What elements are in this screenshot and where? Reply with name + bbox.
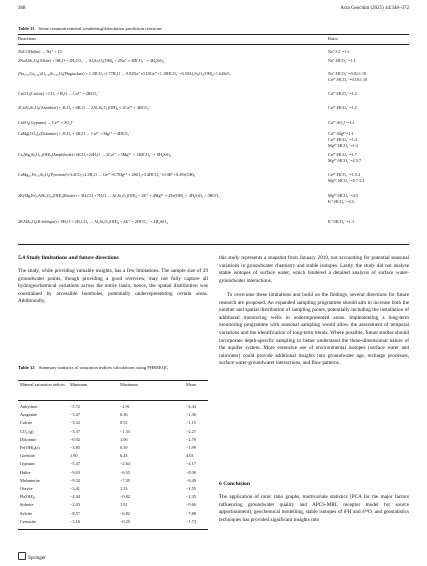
table12-row — [18, 453, 208, 461]
table11-reaction: CaCO₃(Calcite) + CO₂ + H₂O → Ca²⁺ + 2HCO₃⁻ — [18, 91, 100, 96]
publisher-footer — [18, 552, 46, 561]
table12-row — [18, 420, 208, 428]
table12-mean: −0.66 — [186, 502, 196, 508]
section-paragraph-left: The study, while providing valuable insights, has a few limitations. The sample size of 29 groundwater points, though providing a good overview, may not fully capture all hydrogeochemical variations across the entire basin; hence, the spatial distribution was constrained by accessible boreholes, potentially underrepresenting certain areas. Additionally, — [18, 268, 208, 305]
table11-reaction: Ca₂Mg₅Si₈O₂₂(OH)₂(Amphibole)+14CO₂+22H₂O → 2Ca²⁺ + 5Mg²⁺ + 14HCO₃⁻ + 8H₄SiO₄ — [18, 152, 172, 157]
table12-mean: −8.00 — [186, 469, 196, 475]
table12-mineral: Pb(OH)₂ — [20, 494, 36, 500]
table12-mineral: Gypsum — [20, 461, 35, 467]
table12-top-rule — [18, 380, 208, 381]
page-number: 368 — [18, 6, 26, 11]
table11-col-ratio: Ratio — [328, 36, 338, 41]
springer-logo-icon — [18, 552, 26, 560]
table12-row — [18, 486, 208, 494]
table12-mineral: Siderite — [20, 502, 34, 508]
table12-min: −6.92 — [70, 436, 80, 442]
table12-header — [18, 382, 208, 400]
table12-max: 0.36 — [120, 412, 128, 418]
table12-max: −2.91 — [120, 404, 130, 409]
table12-mineral: Fe(OH)₃(a) — [20, 445, 40, 450]
table12-max: −0.82 — [120, 494, 130, 500]
table11-reaction: (Na₀.₆₂Ca₀.₃₈)Al₁.₃₈Si₂.₆₂O₈(Plagioclase) + 1.18CO₂+1.77H₂O → 0.82Na⁺+0.18Ca²⁺+1.18HCO₃⁻+0.59Al₂Si₂O₅(OH)₄+1.64SiO₂ — [18, 71, 231, 76]
table12-min: 1.90 — [70, 453, 78, 459]
conclusion-paragraph: The application of ionic ratio graphs, multivariate statistics (PCA for the major factors influencing groundwater quality and APCS-MRL receptor model for source apportionment), geochemical modelling, stable isotopes of δ²H and δ¹⁸O, and geostatistics techniques has provided significant insights into — [219, 494, 409, 523]
table12-mean: −1.55 — [186, 486, 196, 491]
table12-caption — [18, 365, 208, 371]
table12-min: −9.03 — [70, 469, 80, 475]
table12-mean: −4.44 — [186, 404, 196, 409]
table12-max: −6.55 — [120, 469, 130, 475]
table12-col-mineral: Mineral saturation indices — [20, 382, 65, 387]
table12-head-rule — [18, 400, 208, 401]
table12-max: 0.51 — [120, 420, 128, 426]
table12-mean: −1.15 — [186, 420, 196, 426]
table12-max: 1.06 — [120, 436, 128, 442]
table12-row — [18, 519, 208, 527]
table12-max: −6.82 — [120, 510, 130, 516]
table12-col-min: Minimum — [70, 382, 88, 387]
table12-row — [18, 461, 208, 469]
table12-mean: −8.49 — [186, 477, 196, 483]
table11-reaction: CaMg₀.₇Fe₀.₃Si₂O₆(Pyroxene)+3.4CO₂+2.3H₂O → Ca²⁺+0.7Mg²⁺ + 2SiO₂+3.4HCO₃⁻+0.3H⁺+0.3Fe(OH)₃ — [18, 172, 196, 177]
table12-mineral: Sylvite — [20, 510, 33, 516]
table12-col-max: Maximum — [120, 382, 138, 387]
table11-ratio: Mg²⁺:HCO₃⁻=4:5 K⁺:HCO₃⁻=2:5 — [328, 193, 358, 204]
table11-caption — [18, 26, 162, 31]
table11-label: Table 11 — [18, 26, 35, 31]
table12-row — [18, 437, 208, 445]
table11-ratio: Ca²⁺:SO₄²⁻=1:1 — [328, 120, 355, 125]
table11-ratio: Na⁺:HCO₃⁻=0.82:1.18 Ca²⁺:HCO₃⁻=0.18:1.18 — [328, 71, 368, 82]
table12-row — [18, 404, 208, 412]
table12-max: 0.39 — [120, 445, 128, 450]
table12-mean: −2.78 — [186, 436, 196, 442]
table11-caption-text: Some common mineral weathering/dissolution prediction reactions — [38, 26, 162, 31]
table11-reaction: 2NaAlSi₃O₈(Albite) + 9H₂O + 2H₂CO₃ → Al₂Si₂O₅(OH)₄ + 2Na⁺ + 2HCO₃⁻ + 4H₄SiO₄ — [18, 58, 165, 63]
table12-row — [18, 494, 208, 502]
table12-bottom-rule — [18, 529, 208, 530]
table12-min: −3.32 — [70, 420, 80, 426]
table12-mineral: Cerussite — [20, 518, 36, 524]
table12-mean: −4.17 — [186, 461, 196, 467]
table12-max: −2.64 — [120, 461, 130, 467]
table12-mineral: Halite — [20, 469, 31, 475]
table11-reaction: 2K(Mg,Fe)₃AlSi₃O₁₀(OH)₂(Biotite) + 3H₂CO₃+7H₂O → Al₂Si₂O₅(OH)₄ + 2K⁺ + 4Mg²⁺ + 2Fe(OH)₃ + 4H₄SiO₄ + 5HCO₃⁻ — [18, 193, 222, 198]
table12-caption-text: Summary statistics of saturation indices calculations using PHREEQC — [38, 365, 169, 370]
table11-top-rule — [18, 34, 409, 35]
table12-min: −2.03 — [70, 502, 80, 508]
table12-min: −3.85 — [70, 445, 80, 450]
table11-head-rule — [18, 44, 409, 45]
table12-mineral: Anhydrite — [20, 404, 38, 409]
table12-mean: −7.88 — [186, 510, 196, 516]
table12-mineral: Calcite — [20, 420, 33, 426]
table11-col-reactions: Reactions — [18, 36, 37, 41]
right-paragraph-1: this study represents a snapshot from January 2019, not accounting for potential seasonal variations in groundwater chemistry and stable isotopes. Lastly, the study did not analyse stable isotopes of surface water, which hindered a detailed analysis of surface water-groundwater interactions. — [219, 255, 409, 284]
table12-min: −5.72 — [70, 404, 80, 409]
table12-mineral: Goethite — [20, 453, 35, 459]
table11-ratio: Ca²⁺:HCO₃⁻=1:2 — [328, 91, 357, 96]
table12-mean: −1.30 — [186, 412, 196, 418]
table12-max: 6.43 — [120, 453, 128, 459]
table12-mean: −2.45 — [186, 494, 196, 500]
table12-mean: −2.27 — [186, 428, 196, 434]
table11-ratio: K⁺:HCO₃⁻=1:1 — [328, 219, 355, 224]
table12-min: −3.41 — [70, 486, 80, 491]
table11-ratio: Na⁺:HCO₃⁻=1:1 — [328, 58, 356, 63]
section-heading-6: 6 Conclusion — [219, 481, 250, 487]
table12-col-mean: Mean — [186, 382, 196, 387]
table11-ratio: Ca²⁺:Mg²⁺=1:1 Ca²⁺:HCO₃⁻=1:4 Mg²⁺:HCO₃⁻=1:4 — [328, 131, 358, 148]
table12-mean: 4.03 — [186, 453, 194, 459]
table12-row — [18, 445, 208, 453]
table12-mineral: Dolomite — [20, 436, 37, 442]
table11-bottom-rule — [18, 244, 409, 245]
table12-min: −3.16 — [70, 518, 80, 524]
table12-max: −0.25 — [120, 518, 130, 524]
publisher-name: Springer — [28, 555, 46, 561]
section-heading-5-4: 5.4 Study limitations and future directions — [18, 255, 119, 261]
table12-mean: −1.73 — [186, 518, 196, 524]
table11-ratio: Ca²⁺:HCO₃⁻=1:2 — [328, 105, 357, 110]
table12-row — [18, 470, 208, 478]
table12-min: −4.44 — [70, 494, 80, 500]
table12-label: Table 12 — [18, 365, 35, 370]
table12-max: −1.33 — [120, 428, 130, 434]
table11-ratio: Na⁺:Cl⁻=1:1 — [328, 49, 350, 54]
table12-max: 1.23 — [120, 486, 128, 491]
table12-row — [18, 412, 208, 420]
table11-reaction: 2CaAl₂Si₂O₈(Anorthite) + 4CO₂ + 6H₂O → 2Al₂Si₂O₅(OH)₄ + 2Ca²⁺ + 4HCO₃⁻ — [18, 105, 151, 110]
journal-citation: Acta Geochim (2025) 44:348–372 — [340, 6, 409, 11]
table12-mineral: Otavite — [20, 486, 33, 491]
table12-max: −7.35 — [120, 477, 130, 483]
table12-mineral: Melanterite — [20, 477, 40, 483]
table12-min: −5.47 — [70, 461, 80, 467]
table12-mean: −1.99 — [186, 445, 196, 450]
table12-row — [18, 511, 208, 519]
table12-max: 1.01 — [120, 502, 128, 508]
table11-reaction: 2KAlSi₃O₈(K-feldspar) + 9H₂O + 2H₂CO₃ → Al₂Si₂O₅(OH)₄ + 2K⁺ + 2HCO₃⁻ + 4H₄SiO₄ — [18, 219, 168, 224]
table11-reaction: CaMg(CO₃)₂(Dolomite) + 2CO₂ + 2H₂O → Ca²⁺ + Mg²⁺ + 4HCO₃⁻ — [18, 131, 132, 136]
table12-min: −9.32 — [70, 477, 80, 483]
table12-body — [18, 404, 208, 528]
table12-min: −8.57 — [70, 510, 80, 516]
right-paragraph-2: To overcome these limitations and build on the findings, several directions for future research are proposed. An expanded sampling programme should aim to increase both the number and spatial distribution of sampling points, potentially including the installation of additional monitoring wells in underrepresented areas. Implementing a long-term monitoring programme with seasonal sampling would allow the assessment of temporal variations and the identification of long-term trends. Where possible, future studies should incorporate depth-specific sampling to better understand the three-dimensional nature of the aquifer system. More extensive use of environmental isotopes (surface water and rainwater) could provide additional insights into groundwater age, recharge processes, surface water-groundwater interactions, and flow patterns. — [219, 292, 409, 367]
table11-ratio: Ca²⁺:HCO₃⁻=1:7 Mg²⁺:HCO₃⁻=2.5:7 — [328, 152, 362, 163]
table12-row — [18, 478, 208, 486]
table12-min: −3.47 — [70, 412, 80, 418]
table12-min: −3.37 — [70, 428, 80, 434]
table12-row — [18, 502, 208, 510]
table12-mineral: Aragonite — [20, 412, 38, 418]
page-header — [18, 6, 409, 16]
table12-mineral: CO₂ (g) — [20, 428, 34, 434]
table11-reaction: NaCl (Halite) → Na⁺ + Cl⁻ — [18, 49, 64, 54]
table11-ratio: Ca²⁺:HCO₃⁻=1:3.4 Mg²⁺:HCO₃⁻=0.7:3.4 — [328, 172, 365, 183]
table11-reaction: CaSO₄(Gypsum) → Ca²⁺ + SO₄²⁻ — [18, 120, 75, 125]
table12-row — [18, 429, 208, 437]
